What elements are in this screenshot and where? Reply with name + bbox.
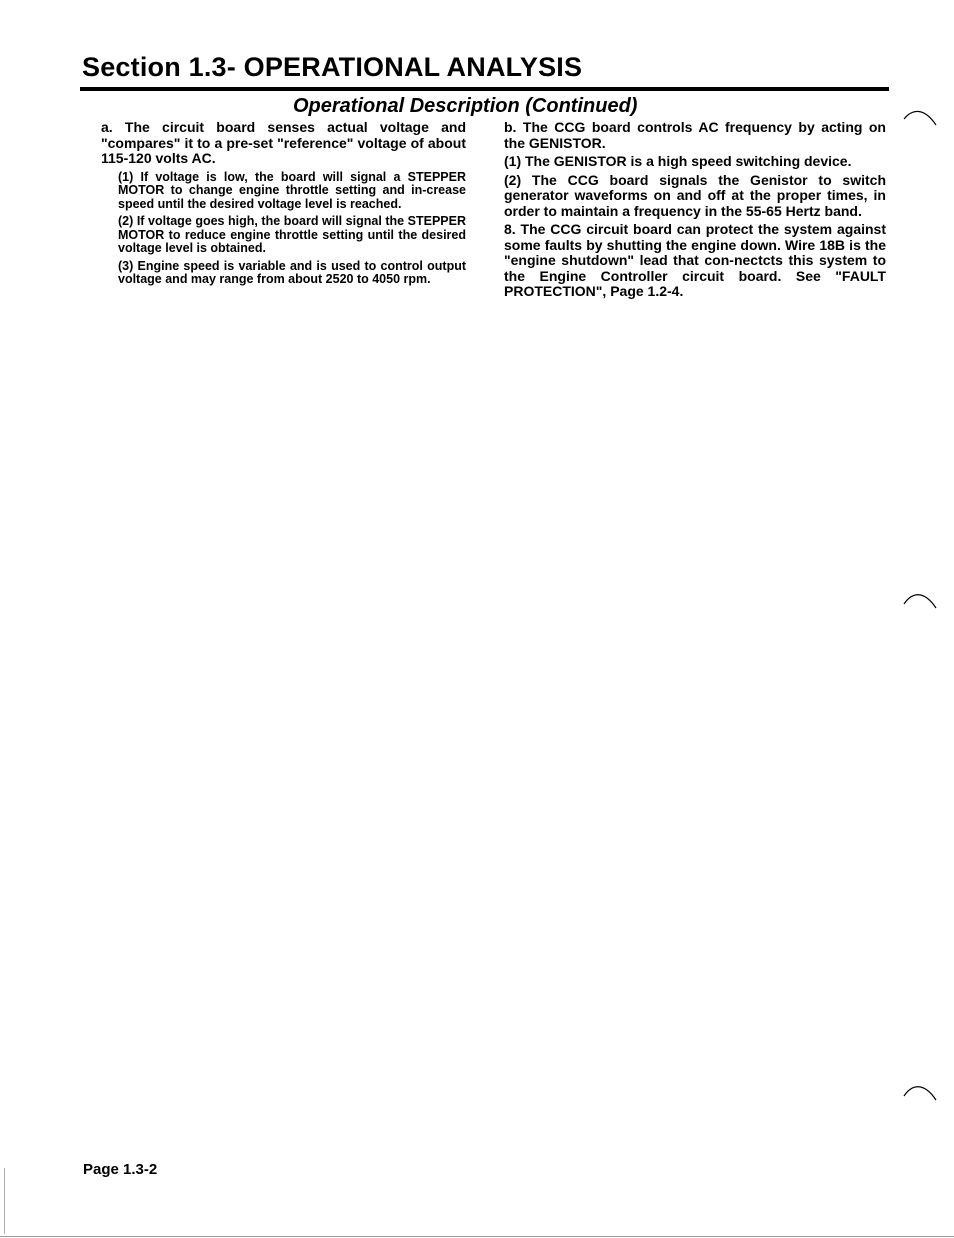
section-title: Section 1.3- OPERATIONAL ANALYSIS <box>82 52 583 82</box>
title-rule <box>80 87 889 91</box>
left-column <box>101 120 466 287</box>
page-number: Page 1.3-2 <box>83 1161 158 1178</box>
paragraph-8: 8. The CCG circuit board can protect the system against some faults by shutting the engine down. Wire 18B is the "engine shutdown" lead that con-nectcts this system to the Engine Controller circuit board. See "FAULT PROTECTION", Page 1.2-4. <box>504 221 886 299</box>
paragraph-b: b. The CCG board controls AC frequency by acting on the GENISTOR. <box>504 119 886 151</box>
paragraph-b-2: (2) The CCG board signals the Genistor to switch generator waveforms on and off at the proper times, in order to maintain a frequency in the 55-65 Hertz band. <box>504 171 886 219</box>
paragraph-a-2: (2) If voltage goes high, the board will signal the STEPPER MOTOR to reduce engine throttle setting until the desired voltage level is obtained. <box>118 214 466 255</box>
paragraph-a-3: (3) Engine speed is variable and is used to control output voltage and may range from about 2520 to 4050 rpm. <box>118 258 466 286</box>
binder-hole-mark-icon <box>902 105 938 127</box>
scan-edge-mark <box>4 1168 5 1234</box>
paragraph-a: a. The circuit board senses actual voltage and "compares" it to a pre-set "reference" voltage of about 115-120 volts AC. <box>101 119 466 166</box>
binder-hole-mark-icon <box>902 588 938 610</box>
binder-hole-mark-icon <box>902 1080 938 1102</box>
paragraph-b-1: (1) The GENISTOR is a high speed switching device. <box>504 153 852 169</box>
scan-bottom-edge <box>0 1236 954 1237</box>
right-column <box>504 120 886 300</box>
paragraph-a-1: (1) If voltage is low, the board will signal a STEPPER MOTOR to change engine throttle setting and in-crease speed until the desired voltage level is reached. <box>118 169 466 211</box>
section-subtitle: Operational Description (Continued) <box>293 95 638 117</box>
